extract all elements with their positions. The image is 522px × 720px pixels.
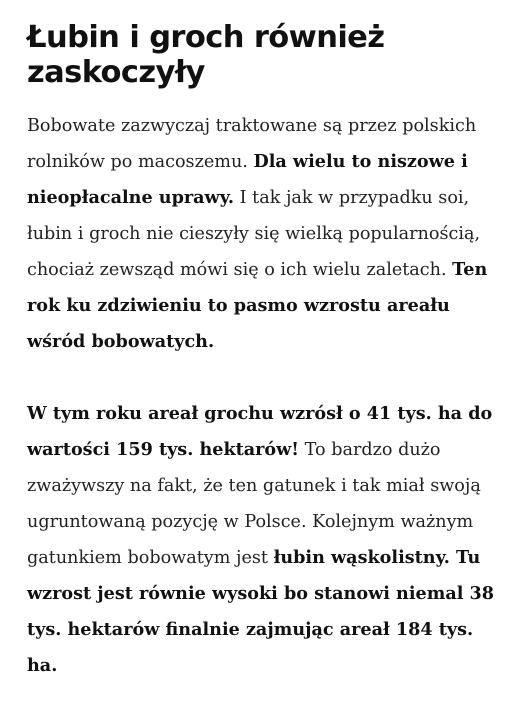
article-paragraph-1 xyxy=(27,108,497,360)
paragraph-2-segment: To bardzo dużo zważywszy na fakt, że ten gatunek i tak miał swoją ugruntowaną pozycję w Polsce. Kolejnym ważnym gatunkiem bobowatym jest xyxy=(27,440,481,568)
paragraph-1-segment: I tak jak w przypadku soi, łubin i groch nie cieszyły się wielką popularnością, chociaż zewsząd mówi się o ich wielu zaletach. xyxy=(27,188,481,280)
paragraph-1-bold-segment: Ten rok ku zdziwieniu to pasmo wzrostu areału wśród bobowatych. xyxy=(27,259,488,352)
paragraph-1-bold-segment: Dla wielu to niszowe i nieopłacalne uprawy. xyxy=(27,151,468,208)
article-heading: Łubin i groch również zaskoczyły xyxy=(27,20,385,90)
paragraph-1-segment: Bobowate zazwyczaj traktowane są przez polskich rolników po macoszemu. xyxy=(27,116,477,172)
paragraph-2-bold-segment: łubin wąskolistny. Tu wzrost jest równie wysoki bo stanowi niemal 38 tys. hektarów finalnie zajmując areał 184 tys. ha. xyxy=(27,547,495,676)
article-paragraph-2 xyxy=(27,396,497,684)
paragraph-2-bold-segment: W tym roku areał grochu wzrósł o 41 tys. ha do wartości 159 tys. hektarów! xyxy=(27,403,493,460)
article xyxy=(27,20,497,684)
